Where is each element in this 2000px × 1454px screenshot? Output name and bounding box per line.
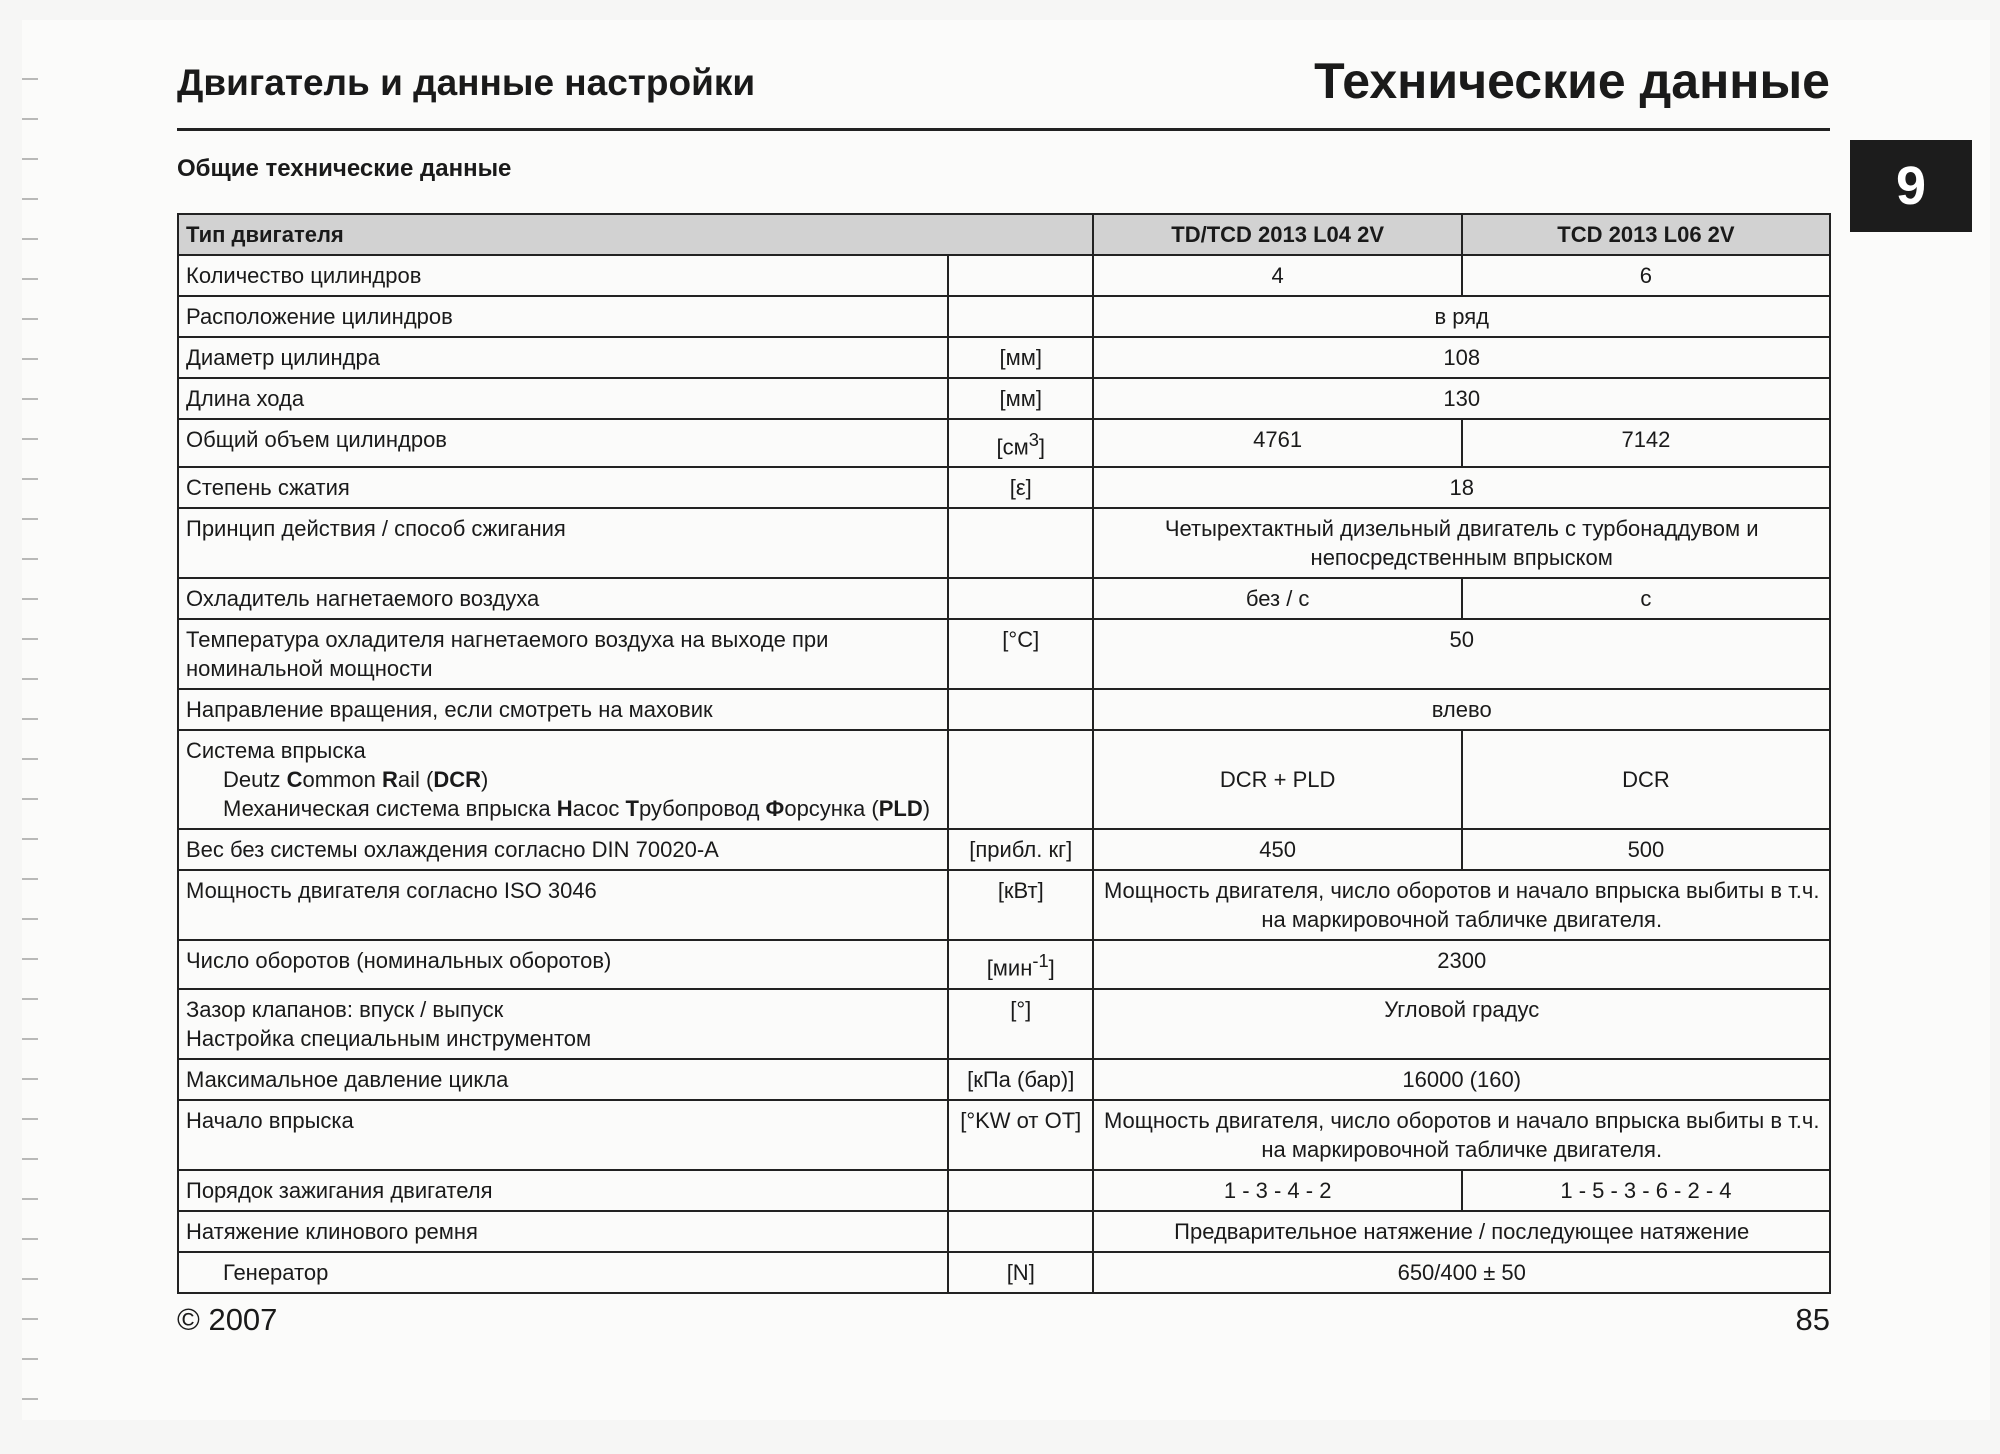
param-cell: Расположение цилиндров — [178, 296, 948, 337]
unit-base: [мин — [986, 955, 1033, 981]
table-row — [178, 829, 1830, 870]
param-cell: Длина хода — [178, 378, 948, 419]
table-row — [178, 989, 1830, 1059]
unit-cell — [948, 1211, 1093, 1252]
unit-superscript: -1 — [1032, 950, 1049, 972]
value-cell: 6 — [1462, 255, 1830, 296]
unit-cell — [948, 1170, 1093, 1211]
param-cell: Вес без системы охлаждения согласно DIN 70020-A — [178, 829, 948, 870]
value-cell: Предварительное натяжение / последующее натяжение — [1093, 1211, 1830, 1252]
unit-cell: [прибл. кг] — [948, 829, 1093, 870]
unit-cell: [кПа (бар)] — [948, 1059, 1093, 1100]
page-number: 85 — [1795, 1302, 1830, 1337]
value-cell: в ряд — [1093, 296, 1830, 337]
value-cell: без / с — [1093, 578, 1461, 619]
table-row — [178, 467, 1830, 508]
table-row — [178, 1100, 1830, 1170]
param-cell: Натяжение клинового ремня — [178, 1211, 948, 1252]
unit-cell: [ε] — [948, 467, 1093, 508]
table-row — [178, 1252, 1830, 1293]
table-row — [178, 337, 1830, 378]
param-cell: Количество цилиндров — [178, 255, 948, 296]
table-row — [178, 730, 1830, 829]
unit-cell: [°] — [948, 989, 1093, 1059]
value-cell: 1 - 5 - 3 - 6 - 2 - 4 — [1462, 1170, 1830, 1211]
param-cell: Принцип действия / способ сжигания — [178, 508, 948, 578]
valve-clearance-label: Зазор клапанов: впуск / выпуск — [186, 996, 504, 1022]
param-cell: Максимальное давление цикла — [178, 1059, 948, 1100]
table-header-row — [178, 214, 1830, 255]
value-cell: 500 — [1462, 829, 1830, 870]
value-cell: 16000 (160) — [1093, 1059, 1830, 1100]
unit-cell — [948, 940, 1093, 988]
value-cell: Мощность двигателя, число оборотов и начало впрыска выбиты в т.ч. на маркировочной табличке двигателя. — [1093, 1100, 1830, 1170]
unit-cell: [кВт] — [948, 870, 1093, 940]
table-row — [178, 578, 1830, 619]
header-left-title: Двигатель и данные настройки — [177, 62, 756, 103]
unit-end: ] — [1048, 955, 1055, 981]
unit-cell — [948, 419, 1093, 467]
value-cell: DCR — [1462, 730, 1830, 829]
param-cell: Общий объем цилиндров — [178, 419, 948, 467]
section-title: Общие технические данные — [177, 155, 512, 182]
unit-cell — [948, 255, 1093, 296]
value-cell: DCR + PLD — [1093, 730, 1461, 829]
param-cell: Диаметр цилиндра — [178, 337, 948, 378]
injection-title: Система впрыска — [186, 738, 366, 764]
value-cell: с — [1462, 578, 1830, 619]
injection-pld: Механическая система впрыска Насос Трубопровод Форсунка (PLD) — [223, 796, 931, 822]
value-cell: 650/400 ± 50 — [1093, 1252, 1830, 1293]
value-cell: 2300 — [1093, 940, 1830, 988]
unit-cell: [°C] — [948, 619, 1093, 689]
value-cell: 50 — [1093, 619, 1830, 689]
value-cell: 130 — [1093, 378, 1830, 419]
injection-dcr: Deutz Common Rail (DCR) — [223, 767, 489, 793]
param-cell — [178, 989, 948, 1059]
header-rule — [177, 128, 1830, 131]
table-row — [178, 419, 1830, 467]
unit-superscript: 3 — [1028, 429, 1039, 450]
value-cell: 108 — [1093, 337, 1830, 378]
table-row — [178, 508, 1830, 578]
table-row — [178, 378, 1830, 419]
value-cell: Четырехтактный дизельный двигатель с турбонаддувом и непосредственным впрыском — [1093, 508, 1830, 578]
unit-cell — [948, 508, 1093, 578]
unit-cell: [мм] — [948, 337, 1093, 378]
table-row — [178, 870, 1830, 940]
param-cell: Число оборотов (номинальных оборотов) — [178, 940, 948, 988]
header-right-title: Технические данные — [1314, 53, 1830, 109]
unit-cell: [мм] — [948, 378, 1093, 419]
table-row — [178, 1059, 1830, 1100]
table-row — [178, 1170, 1830, 1211]
param-cell — [178, 1252, 948, 1293]
param-cell: Мощность двигателя согласно ISO 3046 — [178, 870, 948, 940]
unit-cell — [948, 578, 1093, 619]
copyright: © 2007 — [177, 1302, 278, 1337]
chapter-tab: 9 — [1850, 140, 1972, 232]
table-row — [178, 619, 1830, 689]
value-cell: Мощность двигателя, число оборотов и начало впрыска выбиты в т.ч. на маркировочной табличке двигателя. — [1093, 870, 1830, 940]
unit-cell — [948, 689, 1093, 730]
param-cell: Направление вращения, если смотреть на маховик — [178, 689, 948, 730]
value-cell: Угловой градус — [1093, 989, 1830, 1059]
value-cell: 450 — [1093, 829, 1461, 870]
binding-margin — [22, 40, 38, 1420]
param-cell: Порядок зажигания двигателя — [178, 1170, 948, 1211]
value-cell: 4761 — [1093, 419, 1461, 467]
generator-label: Генератор — [223, 1259, 329, 1285]
param-cell: Охладитель нагнетаемого воздуха — [178, 578, 948, 619]
unit-cell: [°KW от OT] — [948, 1100, 1093, 1170]
value-cell: 4 — [1093, 255, 1461, 296]
param-cell: Температура охладителя нагнетаемого воздуха на выходе при номинальной мощности — [178, 619, 948, 689]
unit-cell — [948, 730, 1093, 829]
header-col1: TD/TCD 2013 L04 2V — [1093, 214, 1461, 255]
unit-cell — [948, 296, 1093, 337]
spec-table — [177, 213, 1831, 1294]
header-param: Тип двигателя — [178, 214, 1093, 255]
value-cell: 1 - 3 - 4 - 2 — [1093, 1170, 1461, 1211]
unit-end: ] — [1038, 434, 1046, 460]
table-row — [178, 255, 1830, 296]
valve-tool-label: Настройка специальным инструментом — [186, 1025, 592, 1051]
value-cell: влево — [1093, 689, 1830, 730]
value-cell: 7142 — [1462, 419, 1830, 467]
header-col2: TCD 2013 L06 2V — [1462, 214, 1830, 255]
table-row — [178, 940, 1830, 988]
table-row — [178, 1211, 1830, 1252]
param-cell: Начало впрыска — [178, 1100, 948, 1170]
unit-base: [см — [996, 434, 1029, 460]
param-cell: Степень сжатия — [178, 467, 948, 508]
unit-cell: [N] — [948, 1252, 1093, 1293]
value-cell: 18 — [1093, 467, 1830, 508]
table-row — [178, 296, 1830, 337]
table-row — [178, 689, 1830, 730]
param-cell — [178, 730, 948, 829]
